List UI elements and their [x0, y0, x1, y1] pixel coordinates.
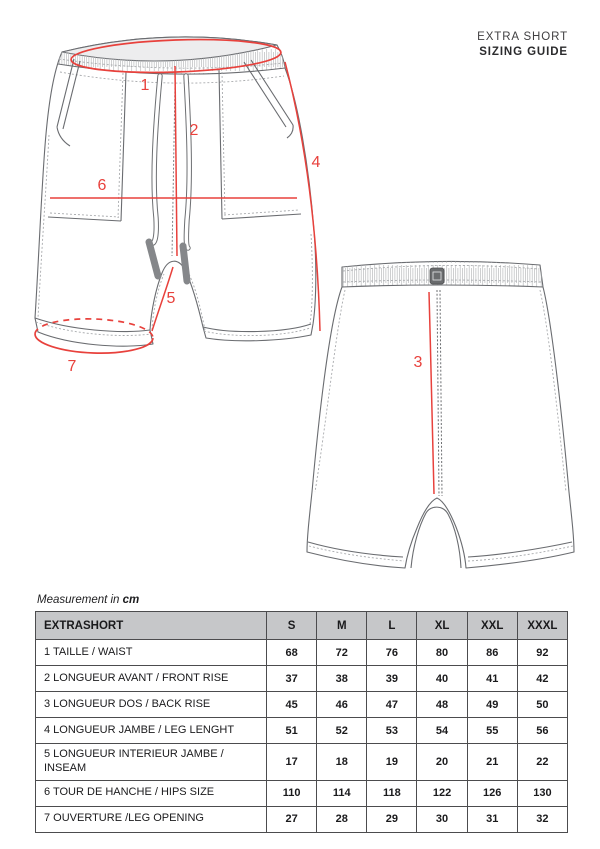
size-value-cell: 20 — [417, 744, 467, 781]
size-table-head — [36, 612, 568, 640]
size-table-body — [36, 640, 568, 833]
size-column-header: XXL — [467, 612, 517, 640]
size-column-header: M — [317, 612, 367, 640]
size-value-cell: 48 — [417, 692, 467, 718]
size-value-cell: 40 — [417, 666, 467, 692]
size-table — [35, 611, 568, 833]
size-value-cell: 47 — [367, 692, 417, 718]
size-value-cell: 18 — [317, 744, 367, 781]
size-column-header: XL — [417, 612, 467, 640]
size-value-cell: 110 — [267, 780, 317, 806]
measure-label-5: 5 — [166, 290, 176, 307]
back-silhouette — [307, 261, 574, 568]
waistband-tag-icon — [430, 268, 444, 284]
size-value-cell: 51 — [267, 718, 317, 744]
size-value-cell: 17 — [267, 744, 317, 781]
size-value-cell: 28 — [317, 806, 367, 832]
table-row — [36, 780, 568, 806]
size-value-cell: 92 — [517, 640, 567, 666]
size-value-cell: 50 — [517, 692, 567, 718]
size-value-cell: 27 — [267, 806, 317, 832]
size-value-cell: 130 — [517, 780, 567, 806]
measure-label-3: 3 — [413, 354, 423, 371]
measure-label-7: 7 — [67, 358, 77, 375]
measurement-row-label: 7 OUVERTURE /LEG OPENING — [36, 806, 267, 832]
measurement-unit-note — [37, 594, 139, 606]
size-value-cell: 114 — [317, 780, 367, 806]
measure-label-4: 4 — [311, 154, 321, 171]
size-value-cell: 54 — [417, 718, 467, 744]
measurement-row-label: 4 LONGUEUR JAMBE / LEG LENGHT — [36, 718, 267, 744]
size-value-cell: 37 — [267, 666, 317, 692]
size-value-cell: 46 — [317, 692, 367, 718]
size-value-cell: 86 — [467, 640, 517, 666]
drawstring-aglet-right — [183, 246, 187, 281]
measurement-row-label: 1 TAILLE / WAIST — [36, 640, 267, 666]
table-row — [36, 666, 568, 692]
size-value-cell: 53 — [367, 718, 417, 744]
size-value-cell: 22 — [517, 744, 567, 781]
size-value-cell: 39 — [367, 666, 417, 692]
measurement-row-label: 6 TOUR DE HANCHE / HIPS SIZE — [36, 780, 267, 806]
measure-label-2: 2 — [189, 122, 199, 139]
header-collection: EXTRA SHORT — [477, 31, 568, 43]
measurement-row-label: 5 LONGUEUR INTERIEUR JAMBE / INSEAM — [36, 744, 267, 781]
measure-label-1: 1 — [140, 77, 150, 94]
size-value-cell: 55 — [467, 718, 517, 744]
size-value-cell: 30 — [417, 806, 467, 832]
size-value-cell: 45 — [267, 692, 317, 718]
size-value-cell: 38 — [317, 666, 367, 692]
size-value-cell: 21 — [467, 744, 517, 781]
size-column-header: XXXL — [517, 612, 567, 640]
size-value-cell: 80 — [417, 640, 467, 666]
page-header — [477, 30, 568, 60]
size-value-cell: 126 — [467, 780, 517, 806]
measurement-row-label: 2 LONGUEUR AVANT / FRONT RISE — [36, 666, 267, 692]
measurement-row-label: 3 LONGUEUR DOS / BACK RISE — [36, 692, 267, 718]
size-table-corner-header: EXTRASHORT — [36, 612, 267, 640]
size-value-cell: 118 — [367, 780, 417, 806]
page-title: SIZING GUIDE — [479, 45, 568, 58]
size-value-cell: 42 — [517, 666, 567, 692]
size-value-cell: 76 — [367, 640, 417, 666]
size-value-cell: 68 — [267, 640, 317, 666]
note-unit: cm — [122, 594, 140, 606]
size-value-cell: 56 — [517, 718, 567, 744]
table-row — [36, 806, 568, 832]
size-value-cell: 19 — [367, 744, 417, 781]
size-column-header: L — [367, 612, 417, 640]
table-row — [36, 640, 568, 666]
table-row — [36, 744, 568, 781]
size-value-cell: 41 — [467, 666, 517, 692]
measure-label-6: 6 — [97, 177, 107, 194]
size-table-head-row — [36, 612, 568, 640]
size-value-cell: 32 — [517, 806, 567, 832]
table-row — [36, 692, 568, 718]
size-column-header: S — [267, 612, 317, 640]
note-text: Measurement in — [37, 594, 123, 606]
table-row — [36, 718, 568, 744]
size-value-cell: 49 — [467, 692, 517, 718]
size-value-cell: 31 — [467, 806, 517, 832]
size-value-cell: 72 — [317, 640, 367, 666]
back-view-drawing — [307, 261, 574, 568]
size-value-cell: 29 — [367, 806, 417, 832]
size-value-cell: 52 — [317, 718, 367, 744]
size-value-cell: 122 — [417, 780, 467, 806]
